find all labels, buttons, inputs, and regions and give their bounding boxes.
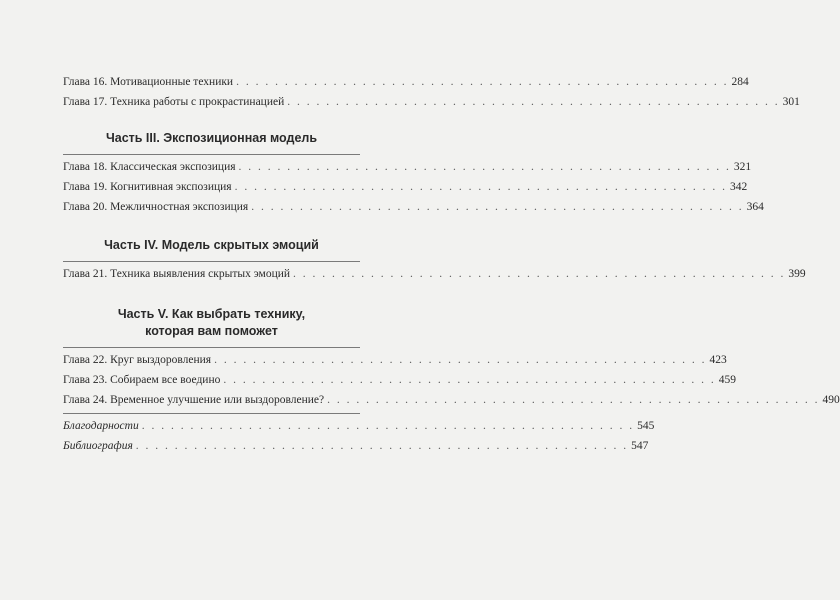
- toc-top-entries: [63, 72, 800, 112]
- entry-title: Библиография: [63, 440, 133, 452]
- dot-leader: . . . . . . . . . . . . . . . . . . . . . . . . . . . . . . . . . . . . . . . . . . . . . . . . . . .: [236, 76, 729, 88]
- toc-entry: [63, 436, 649, 456]
- entry-title: Благодарности: [63, 420, 139, 432]
- entry-title: Глава 19. Когнитивная экспозиция: [63, 181, 232, 193]
- part-heading-line: которая вам поможет: [145, 324, 278, 338]
- dot-leader: . . . . . . . . . . . . . . . . . . . . . . . . . . . . . . . . . . . . . . . . . . . . . . . . . . .: [327, 394, 820, 406]
- entry-page: 490: [822, 394, 840, 406]
- entry-page: 459: [718, 374, 736, 386]
- part-heading: [63, 306, 360, 340]
- dot-leader: . . . . . . . . . . . . . . . . . . . . . . . . . . . . . . . . . . . . . . . . . . . . . . . . . . .: [135, 440, 629, 452]
- part-heading-line: Часть IV. Модель скрытых эмоций: [104, 238, 319, 252]
- entry-page: 321: [733, 161, 752, 173]
- part-heading-line: Часть III. Экспозиционная модель: [105, 131, 318, 145]
- entry-page: 301: [782, 96, 800, 108]
- part-heading: [63, 130, 360, 147]
- toc-entry: [63, 350, 727, 370]
- dot-leader: . . . . . . . . . . . . . . . . . . . . . . . . . . . . . . . . . . . . . . . . . . . . . . . . . . .: [141, 420, 635, 432]
- toc-entry: [63, 370, 736, 390]
- entry-title: Глава 22. Круг выздоровления: [63, 354, 212, 366]
- part-heading: [63, 237, 360, 254]
- dot-leader: . . . . . . . . . . . . . . . . . . . . . . . . . . . . . . . . . . . . . . . . . . . . . . . . . . .: [293, 268, 786, 280]
- toc-entry: [63, 390, 840, 410]
- toc-entry: [63, 177, 748, 197]
- entry-page: 399: [788, 268, 806, 280]
- entry-title: Глава 16. Мотивационные техники: [63, 76, 234, 88]
- entry-page: 423: [709, 354, 727, 366]
- toc-entry: [63, 92, 800, 112]
- entry-title: Глава 23. Собираем все воедино: [63, 374, 221, 386]
- dot-leader: . . . . . . . . . . . . . . . . . . . . . . . . . . . . . . . . . . . . . . . . . . . . . . . . . . .: [214, 354, 707, 366]
- entry-page: 545: [637, 420, 655, 432]
- toc-entry: [63, 157, 752, 177]
- part-heading-line: Часть V. Как выбрать технику,: [117, 307, 306, 321]
- dot-leader: . . . . . . . . . . . . . . . . . . . . . . . . . . . . . . . . . . . . . . . . . . . . . . . . . . .: [251, 201, 744, 213]
- entry-page: 364: [746, 201, 764, 213]
- entry-page: 342: [729, 181, 748, 193]
- dot-leader: . . . . . . . . . . . . . . . . . . . . . . . . . . . . . . . . . . . . . . . . . . . . . . . . . . .: [238, 161, 731, 173]
- entry-page: 284: [731, 76, 749, 88]
- toc-entry: [63, 416, 655, 436]
- entry-title: Глава 24. Временное улучшение или выздоровление?: [63, 394, 325, 406]
- entry-title: Глава 21. Техника выявления скрытых эмоций: [63, 268, 291, 280]
- entry-page: 547: [631, 440, 649, 452]
- toc-entry: [63, 72, 749, 92]
- toc-entry: [63, 264, 806, 284]
- dot-leader: . . . . . . . . . . . . . . . . . . . . . . . . . . . . . . . . . . . . . . . . . . . . . . . . . . .: [287, 96, 780, 108]
- entry-title: Глава 17. Техника работы с прокрастинацией: [63, 96, 285, 108]
- toc-entry: [63, 197, 764, 217]
- dot-leader: . . . . . . . . . . . . . . . . . . . . . . . . . . . . . . . . . . . . . . . . . . . . . . . . . . .: [234, 181, 727, 193]
- entry-title: Глава 18. Классическая экспозиция: [63, 161, 236, 173]
- entry-title: Глава 20. Межличностная экспозиция: [63, 201, 249, 213]
- dot-leader: . . . . . . . . . . . . . . . . . . . . . . . . . . . . . . . . . . . . . . . . . . . . . . . . . . .: [223, 374, 716, 386]
